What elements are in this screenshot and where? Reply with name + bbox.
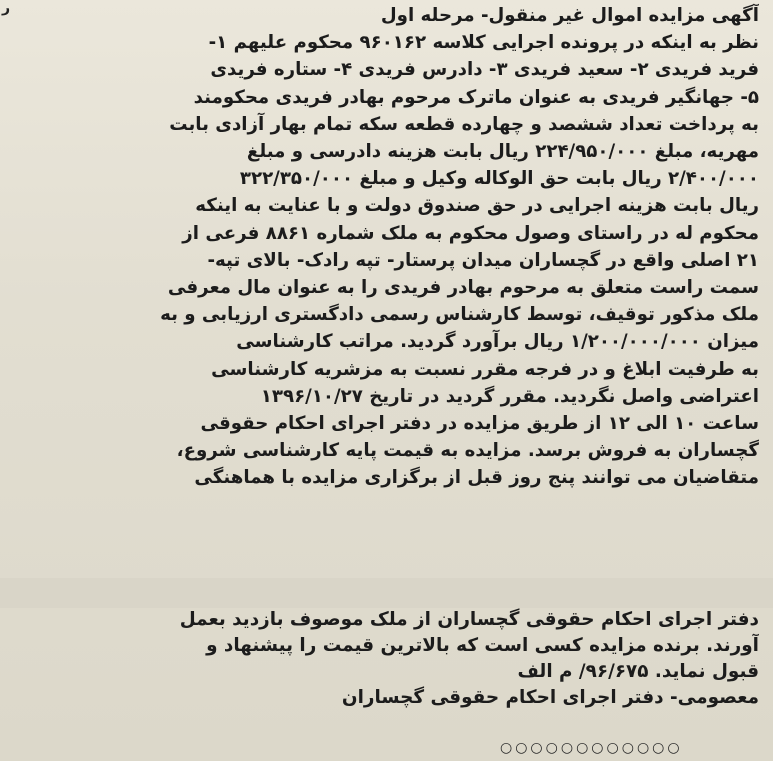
notice-line: فرید فریدی ۲- سعید فریدی ۳- دادرس فریدی ۴- ستاره فریدی: [210, 59, 759, 81]
notice-line: به پرداخت تعداد ششصد و چهارده قطعه سکه تمام بهار آزادی بابت: [169, 113, 759, 135]
notice-top-block: [12, 2, 759, 492]
notice-reference: قبول نماید. ۹۶/۶۷۵/ م الف: [517, 661, 759, 682]
notice-line: ملک مذکور توقیف، توسط کارشناس رسمی دادگستری ارزیابی و به: [160, 304, 759, 326]
notice-line: ریال بابت هزینه اجرایی در حق صندوق دولت و با عنایت به اینکه: [195, 195, 759, 217]
separator-dots: ○○○○○○○○○○○○: [500, 740, 683, 756]
notice-line: سمت راست متعلق به مرحوم بهادر فریدی را به عنوان مال معرفی: [167, 277, 759, 299]
notice-line: مهریه، مبلغ ۲۲۴/۹۵۰/۰۰۰ ریال بابت هزینه دادرسی و مبلغ: [246, 141, 759, 163]
notice-line: متقاضیان می توانند پنج روز قبل از برگزاری مزایده با هماهنگی: [194, 467, 759, 489]
notice-line: ۲۱ اصلی واقع در گچساران میدان پرستار- تپه رادک- بالای تپه-: [207, 249, 759, 271]
notice-line: نظر به اینکه در پرونده اجرایی کلاسه ۹۶۰۱۶۲ محکوم علیهم ۱-: [208, 32, 759, 54]
corner-mark: ر: [2, 0, 11, 16]
notice-line: میزان ۱/۲۰۰/۰۰۰/۰۰۰ ریال برآورد گردید. مراتب کارشناسی: [236, 331, 759, 353]
notice-line: ۵- جهانگیر فریدی به عنوان ماترک مرحوم بهادر فریدی محکومند: [193, 86, 759, 108]
notice-line: آورند. برنده مزایده کسی است که بالاترین قیمت را پیشنهاد و: [206, 635, 759, 656]
notice-line: ۲/۴۰۰/۰۰۰ ریال بابت حق الوکاله وکیل و مبلغ ۳۲۲/۳۵۰/۰۰۰: [239, 168, 759, 190]
notice-signature: معصومی- دفتر اجرای احکام حقوقی گچساران: [341, 687, 759, 708]
notice-line: گچساران به فروش برسد. مزایده به قیمت پایه کارشناسی شروع،: [176, 440, 759, 462]
notice-line: دفتر اجرای احکام حقوقی گچساران از ملک موصوف بازدید بعمل: [179, 609, 759, 630]
notice-line: محکوم له در راستای وصول محکوم به ملک شماره ۸۸۶۱ فرعی از: [182, 222, 759, 244]
notice-title: آگهی مزایده اموال غیر منقول- مرحله اول: [380, 5, 759, 26]
notice-line: ساعت ۱۰ الی ۱۲ از طریق مزایده در دفتر اجرای احکام حقوقی: [200, 413, 759, 435]
notice-line: به طرفیت ابلاغ و در فرجه مقرر نسبت به مزشریه کارشناسی: [211, 358, 759, 380]
fold-gap: [0, 578, 773, 608]
notice-line: اعتراضی واصل نگردید. مقرر گردید در تاریخ ۱۳۹۶/۱۰/۲۷: [260, 385, 759, 407]
notice-bottom-block: [12, 607, 759, 711]
